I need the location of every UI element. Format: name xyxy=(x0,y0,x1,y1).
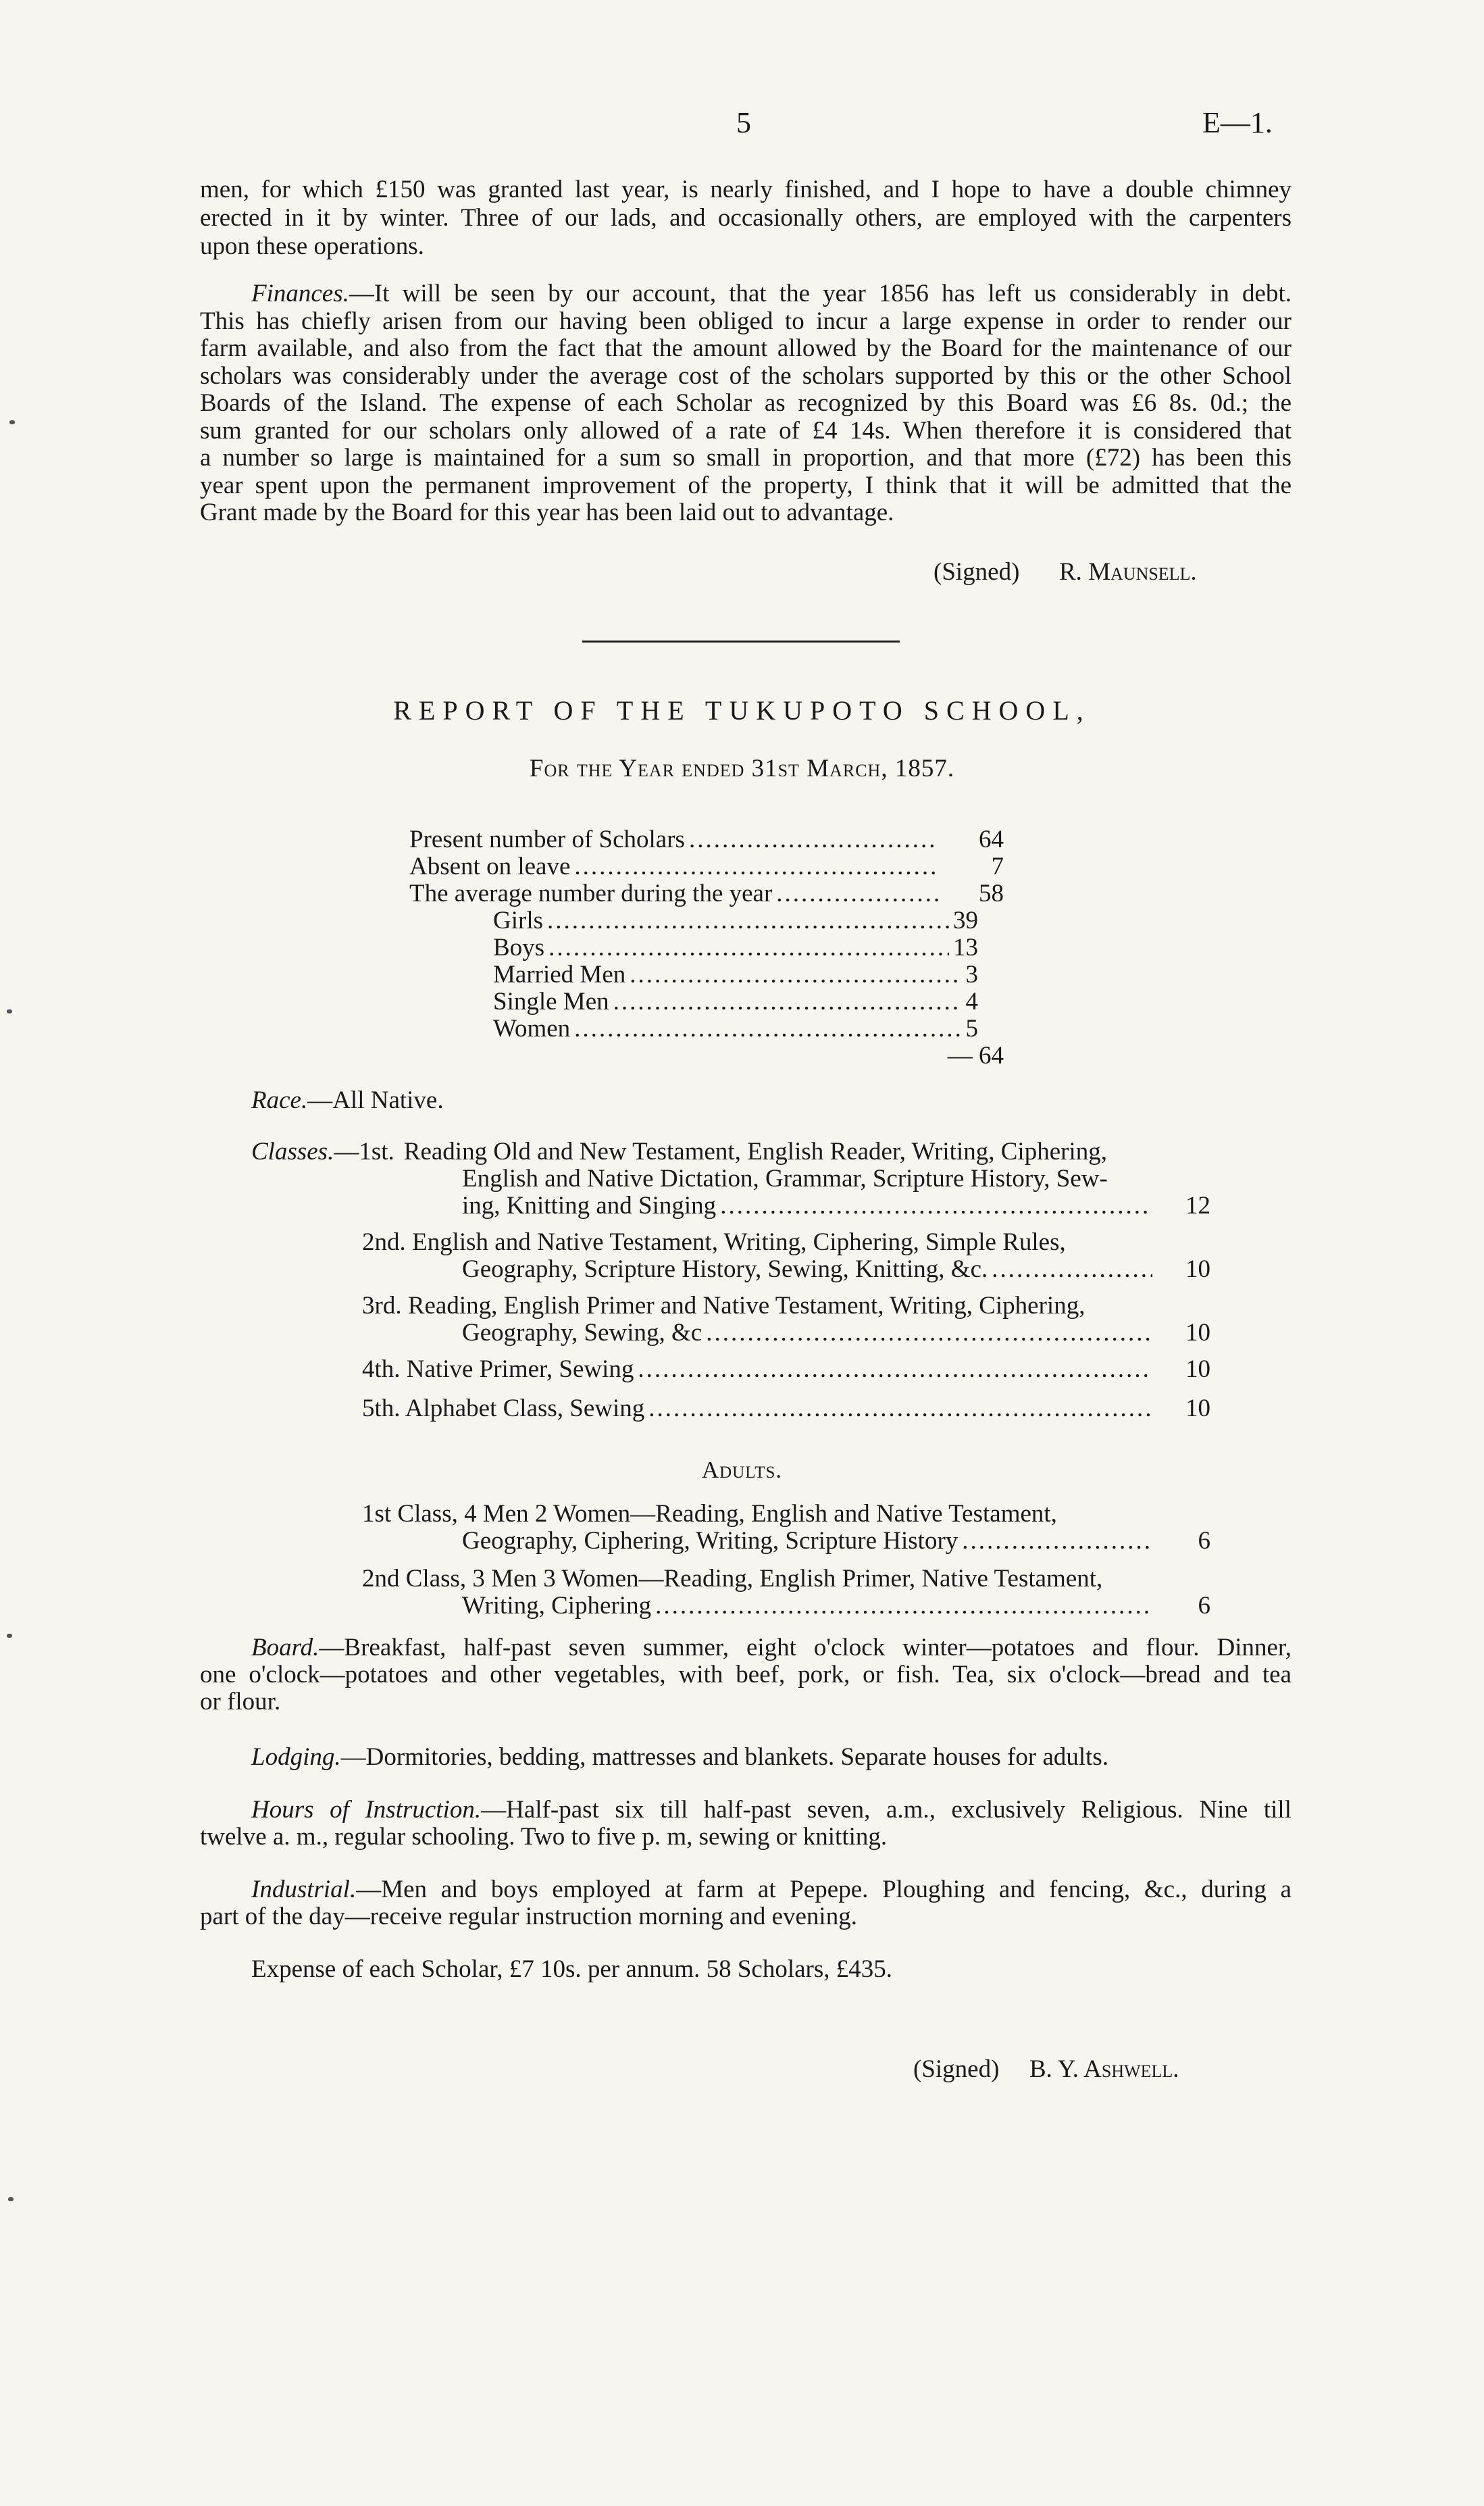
scan-speck xyxy=(9,420,15,424)
signer-name: R. Maunsell. xyxy=(1058,558,1197,586)
class-line: 2nd. English and Native Testament, Writing, Ciphering, Simple Rules, xyxy=(362,1228,1066,1256)
class-count: 10 xyxy=(1185,1255,1210,1283)
industrial-line: part of the day—receive regular instruction morning and evening. xyxy=(200,1903,857,1930)
stat-value: 7 xyxy=(991,853,1004,880)
stat-label: The average number during the year xyxy=(409,880,773,907)
expense-line: Expense of each Scholar, £7 10s. per annum. 58 Scholars, £435. xyxy=(251,1955,892,1983)
adult-line: Writing, Ciphering xyxy=(462,1592,652,1620)
scan-speck xyxy=(7,1634,12,1638)
scholar-stats xyxy=(409,827,1081,1070)
finances-line: a number so large is maintained for a sum so small in proportion, and that more (£72) has been this xyxy=(200,444,1291,472)
finances-line: Boards of the Island. The expense of each Scholar as recognized by this Board was £6 8s. 0d.; the xyxy=(200,389,1291,417)
finances-line: —It will be seen by our account, that the year 1856 has left us considerably in debt. xyxy=(349,280,1291,307)
classes-label: Classes. xyxy=(251,1138,334,1166)
finances-line: sum granted for our scholars only allowed of a rate of £4 14s. When therefore it is considered that xyxy=(200,416,1291,445)
hours-label: Hours of Instruction. xyxy=(251,1796,482,1824)
stats-total: — 64 xyxy=(947,1042,1004,1070)
class-line: Reading Old and New Testament, English Reader, Writing, Ciphering, xyxy=(403,1138,1107,1166)
board-line: one o'clock—potatoes and other vegetables, with beef, pork, or fish. Tea, six o'clock—bread and tea xyxy=(200,1661,1291,1688)
race-text: —All Native. xyxy=(307,1086,444,1114)
breakdown-value: 13 xyxy=(953,934,978,961)
finances-line: year spent upon the permanent improvement of the property, I think that it will be admitted that the xyxy=(200,471,1291,499)
lodging-text: —Dormitories, bedding, mattresses and blankets. Separate houses for adults. xyxy=(340,1743,1109,1771)
finances-label: Finances. xyxy=(251,280,349,307)
signer-name: B. Y. Ashwell. xyxy=(1029,2055,1179,2083)
industrial-line: —Men and boys employed at farm at Pepepe. Ploughing and fencing, &c., during a xyxy=(356,1876,1291,1903)
board-label: Board. xyxy=(251,1634,319,1661)
intro-paragraph xyxy=(200,177,1291,262)
intro-line: men, for which £150 was granted last year, is nearly finished, and I hope to have a double chimney xyxy=(200,176,1291,203)
signed-label: (Signed) xyxy=(913,2055,1000,2083)
class-line: ing, Knitting and Singing xyxy=(462,1192,717,1220)
finances-line: Grant made by the Board for this year has been laid out to advantage. xyxy=(200,499,894,526)
scan-speck xyxy=(7,1009,12,1013)
breakdown-label: Married Men xyxy=(493,961,626,988)
breakdown-label: Women xyxy=(493,1015,571,1043)
breakdown-label: Girls xyxy=(493,907,543,934)
signature-ashwell xyxy=(913,2057,1179,2082)
lodging-line xyxy=(251,1745,1108,1770)
intro-line: upon these operations. xyxy=(200,232,424,260)
finances-line: This has chiefly arisen from our having been obliged to incur a large expense in order to render our xyxy=(200,307,1291,335)
breakdown-value: 3 xyxy=(965,961,978,988)
breakdown-label: Boys xyxy=(493,934,545,961)
finances-paragraph xyxy=(200,281,1291,528)
classes-block xyxy=(251,1139,1210,1423)
lodging-label: Lodging. xyxy=(251,1743,341,1771)
finances-line: farm available, and also from the fact that the amount allowed by the Board for the maintenance of our xyxy=(200,334,1291,362)
report-subtitle: For the Year ended 31st March, 1857. xyxy=(529,755,955,782)
page-number: 5 xyxy=(736,106,751,139)
section-divider xyxy=(582,641,900,643)
stat-label: Absent on leave xyxy=(409,853,571,880)
class-count: 12 xyxy=(1185,1192,1210,1220)
adult-line: 1st Class, 4 Men 2 Women—Reading, English and Native Testament, xyxy=(362,1500,1057,1528)
adult-count: 6 xyxy=(1198,1527,1210,1555)
breakdown-value: 39 xyxy=(953,907,978,934)
hours-line: twelve a. m., regular schooling. Two to five p. m, sewing or knitting. xyxy=(200,1823,888,1851)
adults-heading: Adults. xyxy=(701,1457,783,1483)
class-line: Geography, Sewing, &c xyxy=(462,1319,702,1347)
hours-paragraph xyxy=(200,1797,1291,1851)
stat-value: 58 xyxy=(979,880,1004,907)
class-line: Geography, Scripture History, Sewing, Knitting, &c. xyxy=(462,1255,988,1283)
industrial-label: Industrial. xyxy=(251,1876,357,1903)
adult-count: 6 xyxy=(1198,1592,1210,1620)
class-line: English and Native Dictation, Grammar, Scripture History, Sew- xyxy=(462,1165,1108,1193)
board-line: or flour. xyxy=(200,1688,281,1715)
class-count: 10 xyxy=(1185,1319,1210,1347)
signed-label: (Signed) xyxy=(933,558,1020,586)
race-line xyxy=(251,1088,444,1113)
intro-line: erected in it by winter. Three of our lads, and occasionally others, are employed with the carpenters xyxy=(200,204,1291,232)
document-code: E—1. xyxy=(1202,106,1273,139)
board-line: —Breakfast, half-past seven summer, eight o'clock winter—potatoes and flour. Dinner, xyxy=(319,1634,1291,1661)
stat-value: 64 xyxy=(979,826,1004,853)
breakdown-value: 5 xyxy=(965,1015,978,1043)
class-line: 4th. Native Primer, Sewing xyxy=(362,1355,634,1383)
adult-line: 2nd Class, 3 Men 3 Women—Reading, English Primer, Native Testament, xyxy=(362,1565,1103,1593)
board-paragraph xyxy=(200,1635,1291,1716)
class-line: 3rd. Reading, English Primer and Native Testament, Writing, Ciphering, xyxy=(362,1292,1085,1320)
class-count: 10 xyxy=(1185,1355,1210,1383)
class-prefix: —1st. xyxy=(334,1138,394,1166)
adults-block xyxy=(362,1501,1210,1620)
stat-label: Present number of Scholars xyxy=(409,826,685,853)
class-line: 5th. Alphabet Class, Sewing xyxy=(362,1395,645,1422)
signature-maunsell xyxy=(933,559,1197,584)
adult-line: Geography, Ciphering, Writing, Scripture History xyxy=(462,1527,958,1555)
race-label: Race. xyxy=(251,1086,308,1114)
breakdown-value: 4 xyxy=(965,988,978,1016)
scan-speck xyxy=(8,2197,14,2201)
report-title: REPORT OF THE TUKUPOTO SCHOOL, xyxy=(393,695,1091,726)
hours-line: —Half-past six till half-past seven, a.m., exclusively Religious. Nine till xyxy=(481,1796,1291,1824)
industrial-paragraph xyxy=(200,1877,1291,1931)
finances-line: scholars was considerably under the average cost of the scholars supported by this or the other School xyxy=(200,361,1291,390)
class-count: 10 xyxy=(1185,1395,1210,1422)
breakdown-label: Single Men xyxy=(493,988,609,1016)
